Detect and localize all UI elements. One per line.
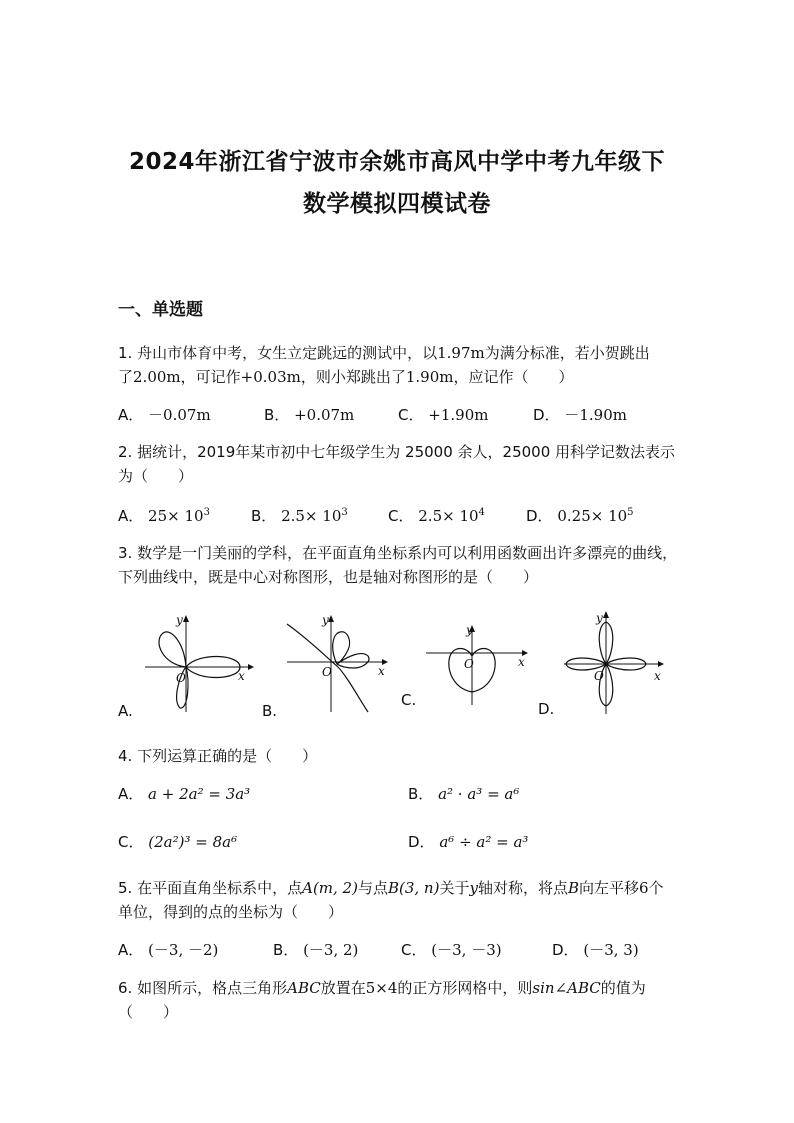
q1-text-c: 了 bbox=[118, 368, 134, 386]
option-value: (－3, 3) bbox=[583, 941, 639, 959]
q5-text-e: 向左平移 bbox=[578, 879, 639, 897]
q4-option-a[interactable] bbox=[118, 784, 250, 804]
y-axis-arrow bbox=[183, 615, 189, 622]
q1-val3: +0.03m bbox=[240, 368, 301, 386]
option-label: B． bbox=[251, 507, 277, 525]
q2-option-c[interactable] bbox=[388, 506, 485, 526]
option-label: D． bbox=[552, 941, 579, 959]
q1-option-c[interactable] bbox=[398, 405, 488, 425]
q1-val1: 1.97m bbox=[437, 344, 485, 362]
q2-number: 2. bbox=[118, 443, 133, 461]
option-label: B． bbox=[408, 785, 434, 803]
y-label: y bbox=[322, 613, 329, 627]
option-label: A． bbox=[118, 406, 144, 424]
q5-text-f: 个单位，得到的点的坐标为（ ） bbox=[118, 879, 664, 921]
q4-option-c[interactable] bbox=[118, 832, 237, 852]
option-label: A． bbox=[118, 507, 144, 525]
q2-option-b[interactable] bbox=[251, 506, 348, 526]
option-expr: a⁶ ÷ a² = a³ bbox=[439, 833, 529, 851]
q1-option-a[interactable] bbox=[118, 405, 211, 425]
q2-option-a[interactable] bbox=[118, 506, 210, 526]
q5-text-a: 在平面直角坐标系中，点 bbox=[137, 879, 303, 897]
q5-yvar: y bbox=[469, 879, 478, 897]
q3-figure-d-label[interactable]: D. bbox=[538, 700, 555, 718]
option-label: C． bbox=[401, 941, 427, 959]
option-label: D． bbox=[533, 406, 560, 424]
option-value: (－3, 2) bbox=[303, 941, 359, 959]
q6-abc: ABC bbox=[287, 979, 321, 997]
q3-text: 数学是一门美丽的学科，在平面直角坐标系内可以利用函数画出许多漂亮的曲线，下列曲线中，既是中心对称图形，也是轴对称图形的是（ ） bbox=[118, 544, 678, 586]
option-label: B． bbox=[264, 406, 290, 424]
q1-text-a: 舟山市体育中考，女生立定跳远的测试中，以 bbox=[137, 344, 438, 362]
q3-figure-c-label[interactable]: C. bbox=[401, 691, 417, 709]
petal-upper-left bbox=[159, 632, 186, 667]
option-base: 2.5× 10 bbox=[418, 507, 479, 525]
option-label: A． bbox=[118, 785, 144, 803]
y-axis-arrow bbox=[603, 611, 609, 618]
option-expr: a² · a³ = a⁶ bbox=[438, 785, 520, 803]
q2-option-d[interactable] bbox=[526, 506, 634, 526]
option-exp: 3 bbox=[341, 507, 348, 518]
title-line-1: 2024年浙江省宁波市余姚市高风中学中考九年级下 bbox=[128, 149, 665, 175]
x-axis-arrow bbox=[248, 664, 254, 670]
question-1 bbox=[118, 341, 678, 389]
q5-text-b: 与点 bbox=[357, 879, 388, 897]
q5-option-d[interactable] bbox=[552, 940, 639, 960]
q4-option-b[interactable] bbox=[408, 784, 519, 804]
x-label: x bbox=[378, 664, 385, 678]
question-6 bbox=[118, 976, 678, 1024]
option-exp: 3 bbox=[203, 507, 210, 518]
option-value: +1.90m bbox=[428, 406, 489, 424]
origin-label: O bbox=[464, 657, 474, 671]
q5-option-b[interactable] bbox=[273, 940, 358, 960]
option-label: C． bbox=[118, 833, 144, 851]
x-label: x bbox=[238, 669, 245, 683]
q6-text-c: 的正方形网格中，则 bbox=[397, 979, 533, 997]
option-value: (－3, －2) bbox=[148, 941, 219, 959]
q3-number: 3. bbox=[118, 544, 133, 562]
q1-text-e: ，则小郑跳出了 bbox=[300, 368, 406, 386]
q3-figure-d bbox=[560, 608, 670, 718]
origin-label: O bbox=[594, 669, 604, 683]
q5-number: 5. bbox=[118, 879, 133, 897]
option-label: D． bbox=[408, 833, 435, 851]
q1-val2: 2.00m bbox=[133, 368, 181, 386]
q5-option-c[interactable] bbox=[401, 940, 502, 960]
option-label: D． bbox=[526, 507, 553, 525]
section-heading: 一、单选题 bbox=[118, 300, 203, 320]
option-label: A． bbox=[118, 941, 144, 959]
x-label: x bbox=[518, 655, 525, 669]
question-5 bbox=[118, 876, 678, 924]
option-exp: 4 bbox=[478, 507, 485, 518]
y-label: y bbox=[466, 623, 473, 637]
q5-six: 6 bbox=[639, 879, 649, 897]
q6-number: 6. bbox=[118, 979, 133, 997]
origin-label: O bbox=[176, 671, 186, 685]
q3-figure-c bbox=[422, 620, 534, 715]
question-3 bbox=[118, 541, 678, 589]
q5-text-c: 关于 bbox=[439, 879, 470, 897]
option-value: －1.90m bbox=[564, 406, 627, 424]
option-base: 2.5× 10 bbox=[281, 507, 342, 525]
q5-point-b: B(3, n) bbox=[387, 879, 440, 897]
q1-number: 1. bbox=[118, 344, 133, 362]
q6-sin: sin∠ABC bbox=[532, 979, 601, 997]
option-label: C． bbox=[398, 406, 424, 424]
option-expr: a + 2a² = 3a³ bbox=[148, 785, 251, 803]
q4-option-d[interactable] bbox=[408, 832, 528, 852]
q1-option-d[interactable] bbox=[533, 405, 627, 425]
option-base: 0.25× 10 bbox=[557, 507, 628, 525]
q5-text-d: 轴对称，将点 bbox=[477, 879, 568, 897]
q6-text-d: 的值为 bbox=[600, 979, 646, 997]
q6-text-a: 如图所示，格点三角形 bbox=[137, 979, 288, 997]
option-value: +0.07m bbox=[294, 406, 355, 424]
y-axis-arrow bbox=[328, 615, 334, 622]
x-axis-arrow bbox=[658, 661, 664, 667]
y-label: y bbox=[596, 611, 603, 625]
q6-text-b: 放置在 bbox=[320, 979, 366, 997]
q4-text: 下列运算正确的是（ ） bbox=[137, 747, 318, 765]
q1-text-d: ，可记作 bbox=[180, 368, 241, 386]
option-expr: (2a²)³ = 8a⁶ bbox=[148, 833, 238, 851]
q5-option-a[interactable] bbox=[118, 940, 218, 960]
option-value: (－3, －3) bbox=[431, 941, 502, 959]
q3-figure-b-label[interactable]: B. bbox=[262, 702, 278, 720]
q1-text-f: ，应记作（ ） bbox=[453, 368, 574, 386]
y-label: y bbox=[176, 613, 183, 627]
q3-figure-a bbox=[140, 612, 255, 717]
q3-figure-a-label[interactable]: A. bbox=[118, 702, 133, 720]
q6-grid: 5×4 bbox=[365, 979, 398, 997]
q3-figure-b bbox=[282, 612, 392, 717]
option-exp: 5 bbox=[627, 507, 634, 518]
q1-text-b: 为满分标准，若小贺跳出 bbox=[484, 344, 650, 362]
origin-label: O bbox=[322, 665, 332, 679]
q6-text-e: （ ） bbox=[118, 1003, 179, 1021]
loop-upper bbox=[333, 632, 350, 664]
q1-val4: 1.90m bbox=[405, 368, 454, 386]
q1-option-b[interactable] bbox=[264, 405, 354, 425]
loop-right bbox=[337, 654, 369, 668]
option-value: －0.07m bbox=[148, 406, 211, 424]
q5-b: B bbox=[567, 879, 579, 897]
option-label: C． bbox=[388, 507, 414, 525]
question-2 bbox=[118, 440, 678, 488]
q2-text: 据统计，2019年某市初中七年级学生为 25000 余人，25000 用科学记数法表示为（ ） bbox=[118, 443, 676, 485]
option-base: 25× 10 bbox=[148, 507, 204, 525]
title-line-2: 数学模拟四模试卷 bbox=[303, 191, 491, 217]
question-4 bbox=[118, 744, 678, 768]
x-label: x bbox=[654, 669, 661, 683]
q4-number: 4. bbox=[118, 747, 133, 765]
option-label: B． bbox=[273, 941, 299, 959]
q5-point-a: A(m, 2) bbox=[302, 879, 358, 897]
